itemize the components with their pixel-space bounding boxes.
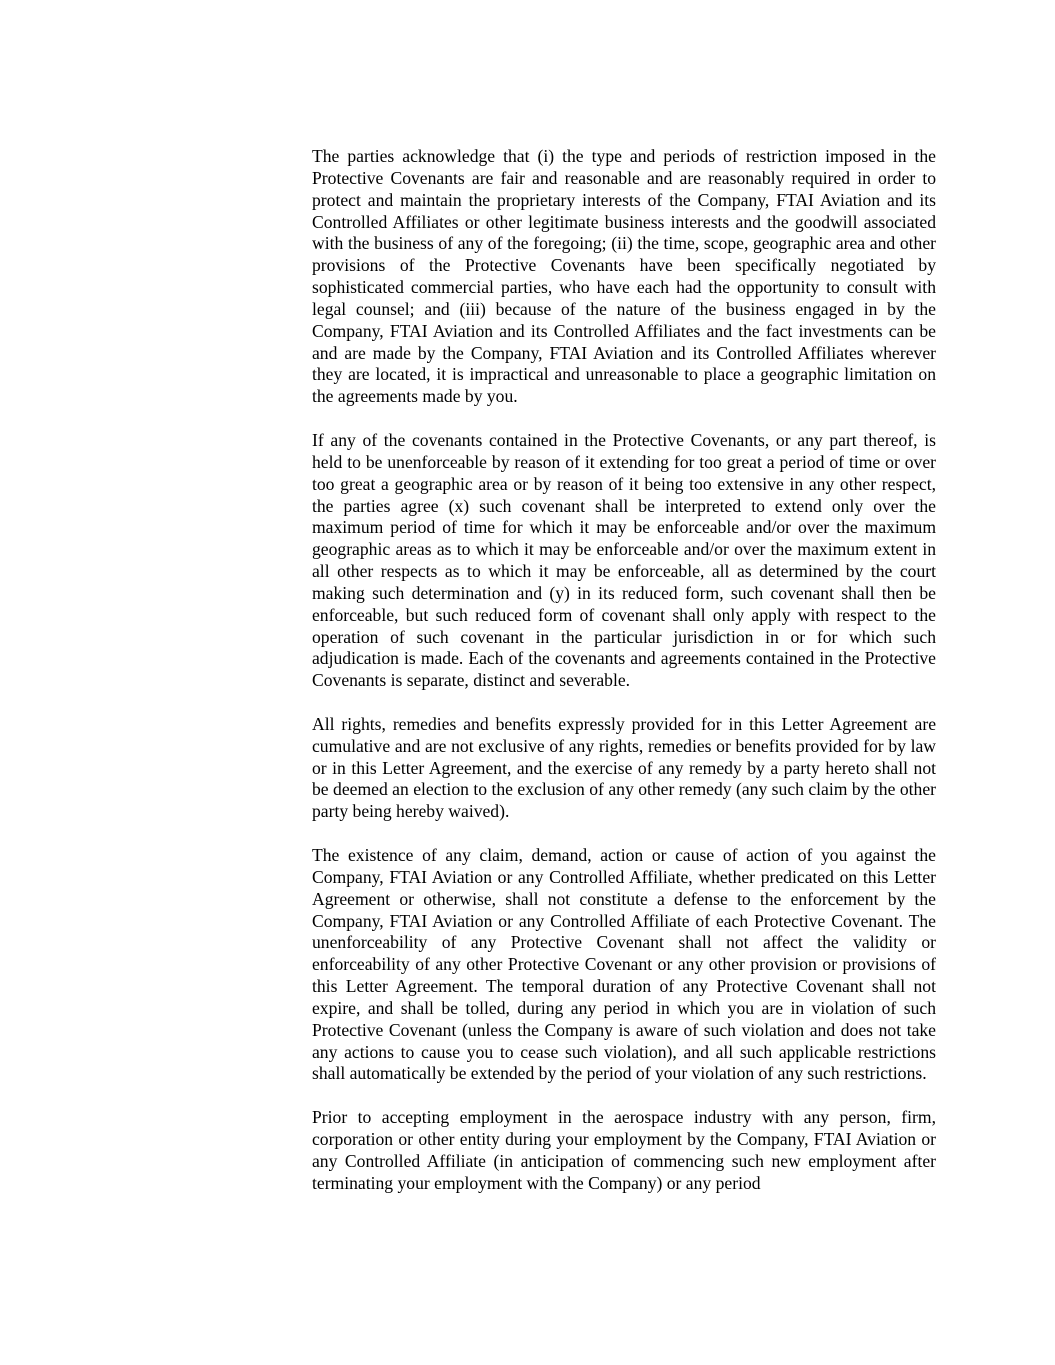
paragraph-prior-employment-notice: Prior to accepting employment in the aerospace industry with any person, firm, corporation or other entity during your employment by the Company, FTAI Aviation or any Controlled Affiliate (in anticipation of commencing such new employment after terminating your employment with the Company) or any period bbox=[312, 1107, 936, 1193]
paragraph-cumulative-remedies: All rights, remedies and benefits expressly provided for in this Letter Agreement are cumulative and are not exclusive of any rights, remedies or benefits provided for by law or in this Letter Agreement, and the exercise of any remedy by a party hereto shall not be deemed an election to the exclusion of any other remedy (any such claim by the other party being hereby waived). bbox=[312, 713, 936, 822]
document-body bbox=[312, 146, 936, 1216]
paragraph-claims-no-defense: The existence of any claim, demand, action or cause of action of you against the Company, FTAI Aviation or any Controlled Affiliate, whether predicated on this Letter Agreement or otherwise, shall not constitute a defense to the enforcement by the Company, FTAI Aviation or any Controlled Affiliate of each Protective Covenant. The unenforceability of any Protective Covenant shall not affect the validity or enforceability of any other Protective Covenant or any other provision or provisions of this Letter Agreement. The temporal duration of any Protective Covenant shall not expire, and shall be tolled, during any period in which you are in violation of such Protective Covenant (unless the Company is aware of such violation and does not take any actions to cause you to cease such violation), and all such applicable restrictions shall automatically be extended by the period of your violation of any such restrictions. bbox=[312, 845, 936, 1084]
paragraph-severability: If any of the covenants contained in the Protective Covenants, or any part thereof, is held to be unenforceable by reason of it extending for too great a period of time or over too great a geographic area or by reason of it being too extensive in any other respect, the parties agree (x) such covenant shall be interpreted to extend only over the maximum period of time for which it may be enforceable and/or over the maximum geographic areas as to which it may be enforceable and/or over the maximum extent in all other respects as to which it may be enforceable, all as determined by the court making such determination and (y) in its reduced form, such covenant shall then be enforceable, but such reduced form of covenant shall only apply with respect to the operation of such covenant in the particular jurisdiction in or for which such adjudication is made. Each of the covenants and agreements contained in the Protective Covenants is separate, distinct and severable. bbox=[312, 429, 936, 691]
paragraph-reasonableness-acknowledgment: The parties acknowledge that (i) the type and periods of restriction imposed in the Protective Covenants are fair and reasonable and are reasonably required in order to protect and maintain the proprietary interests of the Company, FTAI Aviation and its Controlled Affiliates or other legitimate business interests and the goodwill associated with the business of any of the foregoing; (ii) the time, scope, geographic area and other provisions of the Protective Covenants have been specifically negotiated by sophisticated commercial parties, who have each had the opportunity to consult with legal counsel; and (iii) because of the nature of the business engaged in by the Company, FTAI Aviation and its Controlled Affiliates and the fact investments can be and are made by the Company, FTAI Aviation and its Controlled Affiliates wherever they are located, it is impractical and unreasonable to place a geographic limitation on the agreements made by you. bbox=[312, 146, 936, 407]
